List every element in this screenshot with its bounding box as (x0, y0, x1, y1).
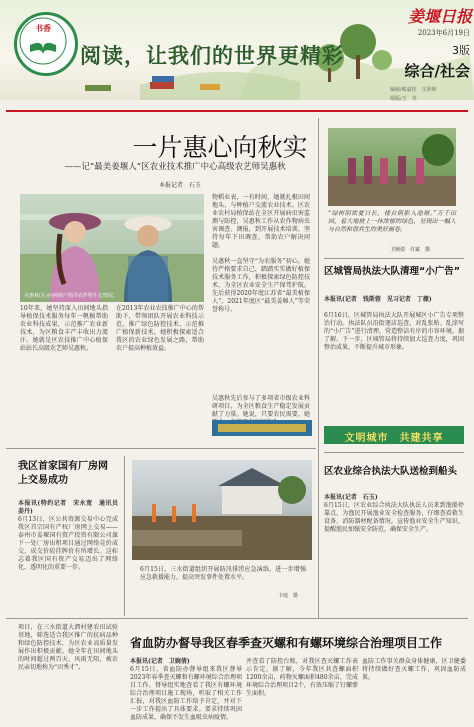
article2-title: 区城管局执法大队清理“小广告” (324, 266, 460, 277)
mid-col-divider (124, 456, 125, 616)
drill-photo (132, 460, 312, 560)
lead-photo-image (20, 194, 204, 302)
right-photo-image (328, 128, 456, 206)
article4-title: 我区首家国有厂房网上交易成功 (18, 461, 108, 486)
bottom-title: 省血防办督导我区春季查灭螺和有螺环境综合治理项目工作 (130, 636, 443, 650)
lead-bottom-rule (6, 448, 316, 449)
lead-col-4: 吴惠秋先后参与了多项省市级农业科研项目，为全区粮食生产稳定发展贡献了力量。她说，只要农民需要，她 (212, 395, 310, 418)
header-rule (6, 110, 468, 112)
masthead (386, 0, 474, 108)
lead-col-5: 物稻业表，一有时间，她就扎根田间地头，与种植户交流农业技术。区农业农村局植保站在全区开展病虫害监测与防控，吴惠秋工作从农作物病虫害调查、测报，到开展技术培训，坚持每年下田调查，帮助农户解决问题。 吴惠秋一直坚守“为农服务”初心，她待严格要求自己，踏踏实实做好植保技术服务工作，积极探索绿色防控技术，为全区农业安全生产保驾护航。先后获得2020年度江苏省“最美植保人”、2021年度区“最美姜堰人”等荣誉称号。 (212, 194, 310, 313)
bottom-body: 6月15日，省血防办督导组来我区督导2023年春季查灭螺和有螺环境综合治理项目工作。督导组实地查看了我区有螺环境综合治理项目施工现场，听取了相关工作汇报，对我区血防工作给予肯定，并对下一步工作提出了具体要求。要求持续巩固血防成果，确保不发生血吸虫病疫情。 (130, 666, 242, 721)
drill-photo-credit: 卞庭 摄 (278, 593, 299, 599)
issue-date: 2023年6月19日 (417, 29, 470, 37)
right-col-divider (318, 118, 319, 618)
banner-logo (14, 12, 78, 76)
lead-col-3: 在2013年农业农技推广中心的帮助下，带领团队开展农业科技示范，推广绿色防控技术，示范推广植保新技术，她积极探索适合我区的农业绿色发展之路，帮助农户提高种植效益。 (116, 305, 204, 352)
paper-name: 姜堰日报 (407, 7, 472, 26)
book-icon (14, 12, 72, 70)
proof-credit: 组版/王 莹 (390, 96, 417, 102)
banner-logo-text: 书香 (35, 23, 51, 33)
bottom-byline: 本报讯(记者 卫婉倩) (130, 658, 190, 665)
article4-body: 6月13日，区公共资源交易中心完成我区首宗国有产权厂房网上交易——泰州市姜堰国有资产投资有限公司旗下一处厂房出租项目通过网络竞价成交，成交价较挂牌价有所增长。这标志着我区国有资产交易迈出了网络化、透明化的重要一步。 (18, 516, 118, 571)
ad-banner-text: 文明城市 共建共享 (344, 433, 444, 444)
banner-decoration-icon (212, 420, 312, 436)
editor-credit: 编辑/蔡嘉钰 庄婷婷 (390, 87, 437, 93)
bottom-col-3: 血防工作事关群众身体健康，区卫健委将持续做好查灭螺工作，巩固血防成果。 (362, 658, 466, 681)
drill-photo-caption: 6月15日，三水街道组织开展防汛排涝应急演练，进一步增强应急救援能力，提高突发事件处置水平。 (140, 566, 306, 581)
article2-body: 6月16日，区城管局执法大队开展城区小广告专项整治行动。执法队员沿街逐店巡查，对乱张贴、乱涂写的“小广告”进行清理，营造整洁有序的市容环境。据了解，下一步，区城管局将持续加大巡查力度，巩固整治成果，不断提升城市形象。 (324, 312, 464, 351)
article4-byline: 本报讯(特约记者 宋永宽 通讯员 姜丹) (18, 500, 125, 515)
drill-photo-image (132, 460, 312, 560)
lead-photo-caption: 吴惠秋(左)向种植户指导农作物生长情况。 (24, 293, 118, 299)
right-box-credit: 卫婉倩 许斌 摄 (390, 247, 431, 253)
lead-title: 一片惠心向秋实 (132, 133, 308, 162)
section-name: 综合/社会 (404, 62, 470, 80)
right-photo (328, 128, 456, 206)
lead-byline: 本报记者 石玉 (158, 182, 201, 189)
right-box-text: “绿树阴浓夏日长，楼台倒影入池塘。”万千田园，看大地披上一抹浓郁的绿色，呈现出一幅人与自然和谐共生的美好画卷。 (328, 210, 456, 233)
lead-small-banner (212, 420, 312, 436)
right-rule-2 (324, 452, 464, 453)
banner-slogan: 阅读，让我们的世界更精彩 (80, 43, 344, 68)
right-rule-1 (324, 258, 464, 259)
article2-byline: 本报讯(记者 钱斯蓉 见习记者 丁薇) (324, 296, 432, 303)
lead-subtitle: ——记“最美姜堰人”区农业技术推广中心高级农艺师吴惠秋 (64, 162, 286, 172)
lead-col-1: 10年来，她坚持深入田间地头指导植保技术服务每年一帆稿帮助农业科技成果，示范推广农业新技术，为区粮食丰产丰收出力流汗。她就是区农技推广中心植保站站长高级农艺师吴惠秋。 (20, 305, 108, 352)
lead-photo (20, 194, 204, 302)
article3-body: 6月15日，区农业综合执法大队执法人员来到渔船停靠点，为渔民开展渔业安全检查服务，仔细查看救生设备、消防器材配备情况，宣传渔业安全生产知识，提醒渔民加强安全防范，确保安全生产。 (324, 502, 464, 533)
bottom-top-rule (6, 618, 468, 619)
ad-banner (324, 426, 464, 444)
article3-byline: 本报讯(记者 石玉) (324, 494, 378, 501)
edition-number: 3版 (452, 44, 470, 57)
article3-title: 区农业综合执法大队送检到船头 (324, 466, 458, 477)
article4-continuation: 项目，在三水街道大泗村建农田试验基地，筛选适合我区推广的抗病品种和绿色防控技术，为区农业高质量发展作出积极贡献。她全年在田间地头的时间超过两百天，风雨无阻，被农民亲切地称为“田秀才”。 (18, 624, 118, 671)
bottom-col-2: 并查看了防控台账，对我区查灭螺工作表示肯定。据了解，今年我区共查螺面积1200余亩，药物灭螺面积480余亩，完成环境综合治理项目2个，有效压缩了钉螺孳生面积。 (246, 658, 358, 697)
